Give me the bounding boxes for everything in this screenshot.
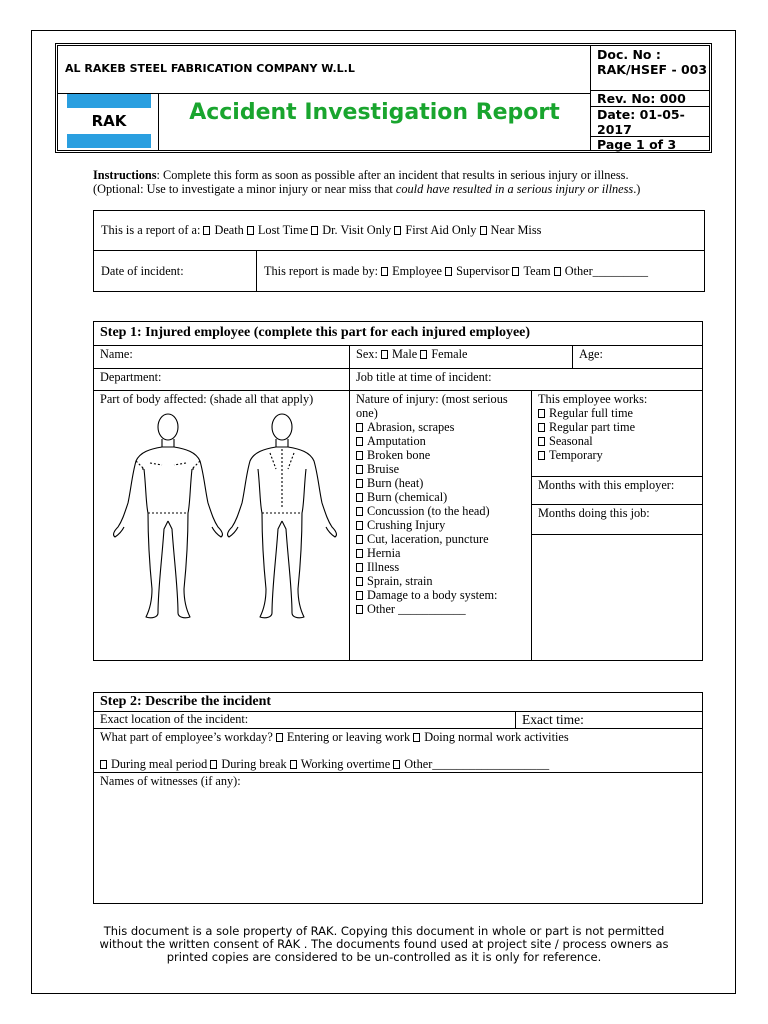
step2-table [93, 692, 703, 904]
report-of-option-label: First Aid Only [405, 223, 477, 237]
checkbox-icon[interactable] [480, 226, 487, 235]
report-of-option[interactable] [311, 223, 391, 237]
rak-logo [67, 94, 151, 148]
rev-number: Rev. No: 000 [591, 91, 709, 107]
date-of-incident-cell[interactable] [94, 251, 257, 292]
name-label: Name: [100, 347, 133, 361]
body-front-figure [114, 414, 223, 618]
footer-disclaimer [60, 925, 708, 964]
checkbox-icon[interactable] [381, 350, 388, 359]
made-by-option-label: Other_________ [564, 263, 649, 278]
checkbox-icon[interactable] [356, 549, 363, 558]
sex-option[interactable] [420, 347, 467, 361]
location-label: Exact location of the incident: [100, 712, 249, 726]
footer-line-2: without the written consent of RAK . The documents found used at project site / process owners as [99, 937, 669, 951]
nature-option[interactable] [356, 490, 525, 504]
works-option[interactable] [538, 406, 696, 420]
nature-option[interactable] [356, 532, 525, 546]
nature-option[interactable] [356, 434, 525, 448]
checkbox-icon[interactable] [356, 535, 363, 544]
logo-text: RAK [91, 112, 127, 130]
time-label: Exact time: [522, 712, 584, 727]
sex-label: Sex: [356, 347, 378, 361]
department-label: Department: [100, 370, 162, 384]
checkbox-icon[interactable] [445, 267, 452, 276]
age-field[interactable] [573, 346, 703, 369]
checkbox-icon[interactable] [210, 760, 217, 769]
checkbox-icon[interactable] [538, 437, 545, 446]
nature-option[interactable] [356, 448, 525, 462]
report-of-option[interactable] [247, 223, 308, 237]
checkbox-icon[interactable] [512, 267, 519, 276]
report-of-option[interactable] [394, 223, 476, 237]
sex-field [350, 346, 573, 369]
job-title-label: Job title at time of incident: [356, 370, 492, 384]
works-options [538, 406, 696, 462]
footer-line-1: This document is a sole property of RAK. Copying this document in whole or part is not permitted [103, 924, 665, 938]
nature-option[interactable] [356, 420, 525, 434]
nature-option-label: Crushing Injury [367, 518, 446, 532]
made-by-cell [257, 251, 705, 292]
checkbox-icon[interactable] [356, 577, 363, 586]
report-of-option[interactable] [480, 223, 542, 237]
report-of-cell [94, 211, 705, 251]
witnesses-label: Names of witnesses (if any): [100, 774, 241, 788]
workday-option-label: Other___________________ [404, 757, 550, 771]
footer-line-3: printed copies are considered to be un-controlled as it is only for reference. [166, 950, 602, 964]
sex-options [381, 347, 468, 361]
age-label: Age: [579, 347, 603, 361]
location-field[interactable] [94, 712, 516, 729]
nature-option-label: Burn (chemical) [367, 490, 448, 504]
workday-option[interactable] [210, 757, 286, 771]
nature-option[interactable] [356, 560, 525, 574]
nature-option[interactable] [356, 504, 525, 518]
instructions-line2-b: .) [633, 182, 641, 196]
report-of-option-label: Death [214, 223, 244, 237]
workday-label: What part of employee’s workday? [100, 730, 273, 744]
works-option-label: Seasonal [549, 434, 593, 448]
checkbox-icon[interactable] [100, 760, 107, 769]
sex-option-label: Female [431, 347, 468, 361]
report-of-option-label: Near Miss [490, 223, 542, 237]
workday-options-2 [100, 757, 696, 771]
made-by-label: This report is made by: [264, 263, 379, 278]
date-of-incident-label: Date of incident: [101, 263, 184, 278]
works-section [532, 391, 702, 477]
checkbox-icon[interactable] [247, 226, 254, 235]
made-by-option[interactable] [512, 264, 550, 278]
workday-option-label: Entering or leaving work [286, 730, 411, 744]
checkbox-icon[interactable] [554, 267, 561, 276]
nature-options [356, 420, 525, 616]
checkbox-icon[interactable] [356, 451, 363, 460]
works-option-label: Regular full time [549, 406, 634, 420]
checkbox-icon[interactable] [356, 507, 363, 516]
checkbox-icon[interactable] [356, 479, 363, 488]
made-by-option[interactable] [381, 264, 442, 278]
checkbox-icon[interactable] [356, 521, 363, 530]
made-by-option-label: Team [523, 263, 551, 278]
nature-option[interactable] [356, 518, 525, 532]
nature-option-label: Damage to a body system: [367, 588, 498, 602]
nature-option[interactable] [356, 574, 525, 588]
workday-option-label: During break [221, 757, 287, 771]
works-option-label: Temporary [549, 448, 603, 462]
workday-option-label: During meal period [111, 757, 208, 771]
nature-option-label: Abrasion, scrapes [367, 420, 455, 434]
checkbox-icon[interactable] [203, 226, 210, 235]
made-by-option[interactable] [554, 264, 648, 278]
name-field[interactable] [94, 346, 350, 369]
department-field[interactable] [94, 369, 350, 391]
report-of-option-label: Dr. Visit Only [322, 223, 392, 237]
checkbox-icon[interactable] [356, 423, 363, 432]
checkbox-icon[interactable] [538, 409, 545, 418]
nature-option-label: Bruise [367, 462, 400, 476]
step1-table [93, 321, 703, 661]
nature-option-label: Other ___________ [367, 602, 466, 616]
company-name: AL RAKEB STEEL FABRICATION COMPANY W.L.L [58, 46, 591, 94]
nature-option-label: Illness [367, 560, 400, 574]
instructions-line2-italic: could have resulted in a serious injury or illness [395, 182, 634, 196]
nature-option[interactable] [356, 462, 525, 476]
nature-option-label: Amputation [367, 434, 426, 448]
workday-option[interactable] [290, 757, 391, 771]
report-of-option[interactable] [203, 223, 243, 237]
works-option[interactable] [538, 420, 696, 434]
workday-cell [94, 729, 703, 773]
doc-date: Date: 01-05-2017 [591, 107, 709, 137]
checkbox-icon[interactable] [356, 591, 363, 600]
report-title: Accident Investigation Report [159, 94, 591, 150]
body-part-label: Part of body affected: (shade all that apply) [100, 392, 314, 406]
nature-option[interactable] [356, 546, 525, 560]
checkbox-icon[interactable] [420, 350, 427, 359]
workday-option-label: Working overtime [300, 757, 391, 771]
report-type-table [93, 210, 705, 292]
instructions-label: Instructions [93, 168, 157, 182]
step2-title: Step 2: Describe the incident [94, 693, 703, 712]
nature-option-label: Concussion (to the head) [367, 504, 490, 518]
nature-of-injury-cell [350, 391, 532, 661]
made-by-option[interactable] [445, 264, 509, 278]
works-option-label: Regular part time [549, 420, 636, 434]
time-field[interactable] [516, 712, 703, 729]
job-title-field[interactable] [350, 369, 703, 391]
workday-option[interactable] [393, 757, 549, 771]
checkbox-icon[interactable] [356, 605, 363, 614]
checkbox-icon[interactable] [356, 563, 363, 572]
sex-option-label: Male [391, 347, 418, 361]
nature-option-label: Burn (heat) [367, 476, 424, 490]
made-by-option-label: Supervisor [456, 263, 510, 278]
page-number: Page 1 of 3 [597, 137, 677, 152]
works-option[interactable] [538, 448, 696, 462]
checkbox-icon[interactable] [413, 733, 420, 742]
made-by-option-label: Employee [392, 263, 443, 278]
doc-number: Doc. No : RAK/HSEF - 003 [591, 46, 709, 91]
checkbox-icon[interactable] [356, 465, 363, 474]
nature-option-label: Hernia [367, 546, 401, 560]
step1-title: Step 1: Injured employee (complete this part for each injured employee) [94, 322, 703, 346]
body-diagram[interactable] [100, 409, 342, 631]
logo-bar-top [67, 94, 151, 108]
checkbox-icon[interactable] [356, 493, 363, 502]
report-of-options [203, 223, 541, 237]
sex-option[interactable] [381, 347, 417, 361]
instructions [93, 168, 703, 196]
works-label: This employee works: [538, 392, 648, 406]
instructions-line1: : Complete this form as soon as possible after an incident that results in serious injury or illness. [156, 168, 629, 182]
report-of-label: This is a report of a: [101, 223, 201, 237]
checkbox-icon[interactable] [276, 733, 283, 742]
checkbox-icon[interactable] [393, 760, 400, 769]
nature-option[interactable] [356, 476, 525, 490]
nature-option-label: Sprain, strain [367, 574, 433, 588]
workday-option-label: Doing normal work activities [424, 730, 569, 744]
body-part-cell [94, 391, 350, 661]
workday-option[interactable] [276, 730, 410, 744]
checkbox-icon[interactable] [394, 226, 401, 235]
works-option[interactable] [538, 434, 696, 448]
logo-bar-bottom [67, 134, 151, 148]
nature-option[interactable] [356, 602, 525, 616]
report-of-option-label: Lost Time [257, 223, 309, 237]
months-job-field[interactable]: Months doing this job: [532, 505, 702, 535]
checkbox-icon[interactable] [290, 760, 297, 769]
checkbox-icon[interactable] [311, 226, 318, 235]
doc-info [591, 46, 709, 152]
nature-option[interactable] [356, 588, 525, 602]
workday-option[interactable] [100, 757, 207, 771]
nature-option-label: Broken bone [367, 448, 431, 462]
logo-cell [58, 94, 159, 150]
checkbox-icon[interactable] [538, 451, 545, 460]
checkbox-icon[interactable] [538, 423, 545, 432]
checkbox-icon[interactable] [381, 267, 388, 276]
workday-options-1 [276, 730, 569, 744]
months-employer-field[interactable]: Months with this employer: [532, 477, 702, 505]
instructions-line2-a: (Optional: Use to investigate a minor injury or near miss that [93, 182, 396, 196]
made-by-options [381, 264, 648, 278]
nature-option-label: Cut, laceration, puncture [367, 532, 489, 546]
document-header [55, 43, 712, 153]
employment-cell [532, 391, 703, 661]
body-back-figure [228, 414, 337, 618]
checkbox-icon[interactable] [356, 437, 363, 446]
witnesses-field[interactable] [94, 773, 703, 904]
nature-label: Nature of injury: (most serious one) [356, 392, 508, 420]
workday-option[interactable] [413, 730, 568, 744]
